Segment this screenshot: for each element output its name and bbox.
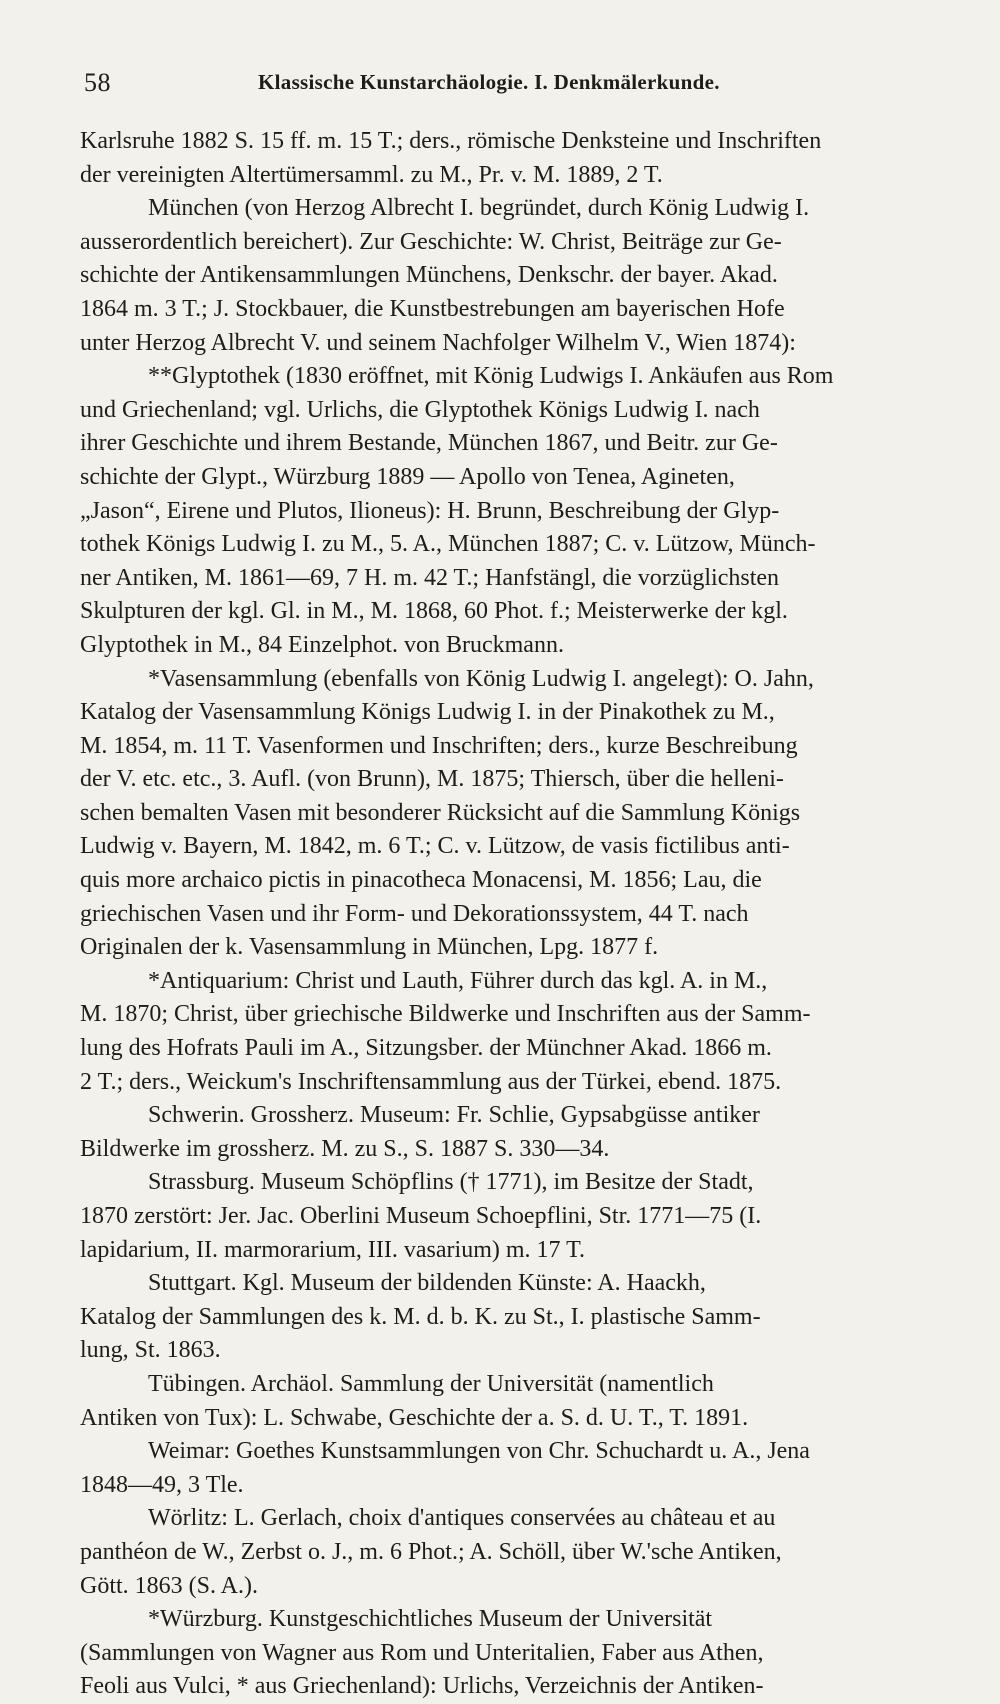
- text-line: 2 T.; ders., Weickum's Inschriftensammlung aus der Türkei, ebend. 1875.: [80, 1068, 782, 1095]
- text-line: unter Herzog Albrecht V. und seinem Nachfolger Wilhelm V., Wien 1874):: [80, 329, 796, 356]
- text-line: ausserordentlich bereichert). Zur Geschichte: W. Christ, Beiträge zur Ge-: [80, 228, 782, 255]
- text-line: der vereinigten Altertümersamml. zu M., Pr. v. M. 1889, 2 T.: [80, 161, 663, 188]
- text-line: Ludwig v. Bayern, M. 1842, m. 6 T.; C. v. Lützow, de vasis fictilibus anti-: [80, 833, 790, 860]
- text-line: Skulpturen der kgl. Gl. in M., M. 1868, 60 Phot. f.; Meisterwerke der kgl.: [80, 598, 788, 625]
- text-line: Glyptothek in M., 84 Einzelphot. von Bruckmann.: [80, 631, 564, 658]
- text-line: Katalog der Sammlungen des k. M. d. b. K. zu St., I. plastische Samm-: [80, 1303, 761, 1330]
- text-line: lung, St. 1863.: [80, 1337, 221, 1364]
- text-line: München (von Herzog Albrecht I. begründet, durch König Ludwig I.: [148, 195, 810, 222]
- text-line: Strassburg. Museum Schöpflins († 1771), im Besitze der Stadt,: [148, 1169, 754, 1196]
- text-line: Feoli aus Vulci, * aus Griechenland): Urlichs, Verzeichnis der Antiken-: [80, 1673, 764, 1700]
- text-line: tothek Königs Ludwig I. zu M., 5. A., München 1887; C. v. Lützow, Münch-: [80, 531, 816, 558]
- text-line: 1870 zerstört: Jer. Jac. Oberlini Museum Schoepflini, Str. 1771—75 (I.: [80, 1203, 762, 1229]
- text-line: griechischen Vasen und ihr Form- und Dekorationssystem, 44 T. nach: [80, 900, 749, 927]
- text-line: schen bemalten Vasen mit besonderer Rücksicht auf die Sammlung Königs: [80, 799, 801, 826]
- text-line: 1864 m. 3 T.; J. Stockbauer, die Kunstbestrebungen am bayerischen Hofe: [80, 295, 785, 322]
- text-line: Tübingen. Archäol. Sammlung der Universität (namentlich: [148, 1370, 714, 1397]
- text-line: Bildwerke im grossherz. M. zu S., S. 1887 S. 330—34.: [80, 1135, 610, 1162]
- text-line: Stuttgart. Kgl. Museum der bildenden Künste: A. Haackh,: [148, 1270, 706, 1297]
- text-line: **Glyptothek (1830 eröffnet, mit König Ludwigs I. Ankäufen aus Rom: [148, 363, 834, 390]
- text-line: der V. etc. etc., 3. Aufl. (von Brunn), M. 1875; Thiersch, über die helleni-: [80, 766, 784, 793]
- text-line: lapidarium, II. marmorarium, III. vasarium) m. 17 T.: [80, 1236, 585, 1263]
- text-line: Karlsruhe 1882 S. 15 ff. m. 15 T.; ders., römische Denksteine und Inschriften: [80, 128, 822, 154]
- text-line: panthéon de W., Zerbst o. J., m. 6 Phot.; A. Schöll, über W.'sche Antiken,: [80, 1538, 782, 1565]
- text-line: Gött. 1863 (S. A.).: [80, 1572, 259, 1599]
- text-line: *Würzburg. Kunstgeschichtliches Museum der Universität: [148, 1606, 713, 1633]
- text-line: lung des Hofrats Pauli im A., Sitzungsber. der Münchner Akad. 1866 m.: [80, 1035, 772, 1062]
- text-line: schichte der Glypt., Würzburg 1889 — Apollo von Tenea, Agineten,: [80, 463, 735, 490]
- text-line: Weimar: Goethes Kunstsammlungen von Chr. Schuchardt u. A., Jena: [148, 1438, 810, 1465]
- text-line: *Antiquarium: Christ und Lauth, Führer durch das kgl. A. in M.,: [148, 967, 768, 994]
- running-head: Klassische Kunstarchäologie. I. Denkmälerkunde.: [258, 70, 720, 94]
- text-line: ihrer Geschichte und ihrem Bestande, München 1867, und Beitr. zur Ge-: [80, 430, 778, 457]
- text-line: Wörlitz: L. Gerlach, choix d'antiques conservées au château et au: [148, 1505, 776, 1532]
- text-line: (Sammlungen von Wagner aus Rom und Unteritalien, Faber aus Athen,: [80, 1639, 764, 1666]
- text-line: M. 1854, m. 11 T. Vasenformen und Inschriften; ders., kurze Beschreibung: [80, 732, 798, 759]
- text-line: Originalen der k. Vasensammlung in München, Lpg. 1877 f.: [80, 934, 659, 961]
- text-line: schichte der Antikensammlungen Münchens, Denkschr. der bayer. Akad.: [80, 262, 778, 289]
- body-text: [80, 125, 960, 1704]
- text-line: „Jason“, Eirene und Plutos, Ilioneus): H. Brunn, Beschreibung der Glyp-: [80, 497, 780, 524]
- text-line: und Griechenland; vgl. Urlichs, die Glyptothek Königs Ludwig I. nach: [80, 396, 760, 423]
- text-line: Katalog der Vasensammlung Königs Ludwig I. in der Pinakothek zu M.,: [80, 699, 775, 726]
- text-line: Antiken von Tux): L. Schwabe, Geschichte der a. S. d. U. T., T. 1891.: [80, 1404, 749, 1431]
- text-line: ner Antiken, M. 1861—69, 7 H. m. 42 T.; Hanfstängl, die vorzüglichsten: [80, 564, 780, 591]
- page-number: 58: [84, 68, 111, 97]
- page-header: [84, 64, 964, 104]
- text-line: Schwerin. Grossherz. Museum: Fr. Schlie, Gypsabgüsse antiker: [148, 1102, 760, 1129]
- text-line: *Vasensammlung (ebenfalls von König Ludwig I. angelegt): O. Jahn,: [148, 665, 814, 692]
- text-line: M. 1870; Christ, über griechische Bildwerke und Inschriften aus der Samm-: [80, 1001, 811, 1028]
- text-line: 1848—49, 3 Tle.: [80, 1471, 244, 1498]
- text-line: quis more archaico pictis in pinacotheca Monacensi, M. 1856; Lau, die: [80, 867, 762, 894]
